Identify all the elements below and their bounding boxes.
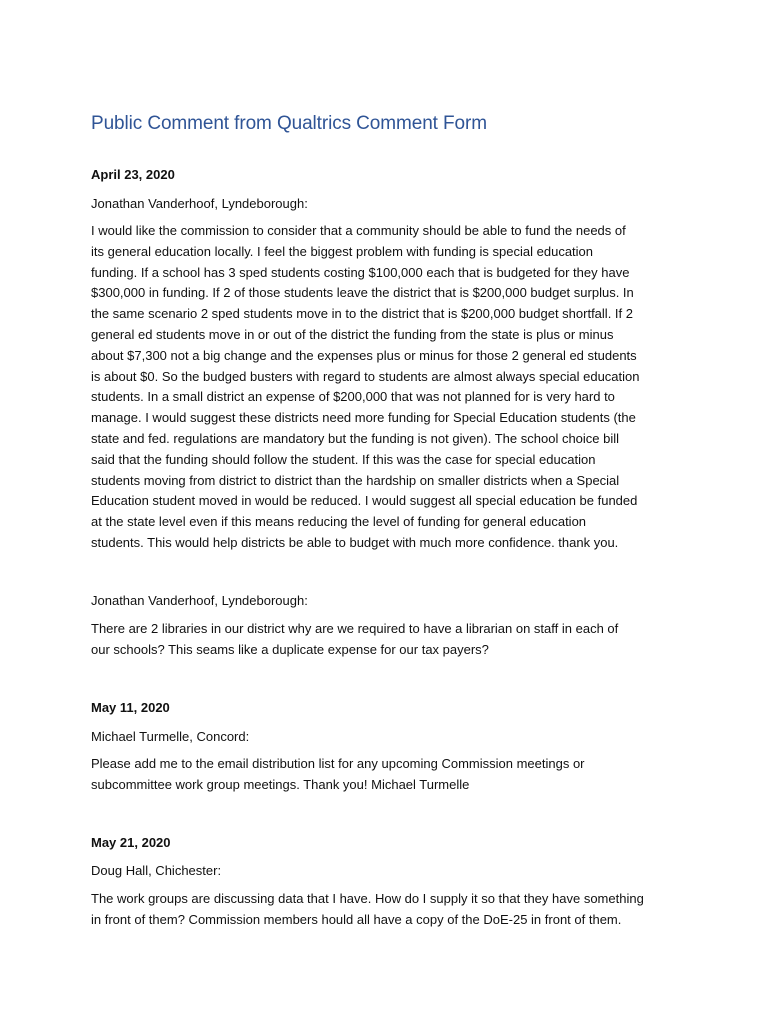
entry-comment bbox=[91, 619, 681, 661]
comment-line: our schools? This seams like a duplicate expense for our tax payers? bbox=[91, 641, 489, 657]
comment-line: There are 2 libraries in our district why are we required to have a librarian on staff in each of bbox=[91, 621, 619, 636]
entry-author: Jonathan Vanderhoof, Lyndeborough: bbox=[91, 196, 308, 211]
comment-line: is about $0. So the budged busters with regard to students are almost always special education bbox=[91, 368, 640, 384]
comment-line: about $7,300 not a big change and the expenses plus or minus for those 2 general ed students bbox=[91, 347, 637, 363]
comment-line: $300,000 in funding. If 2 of those students leave the district that is $200,000 budget surplus. In bbox=[91, 285, 634, 301]
entry-date: April 23, 2020 bbox=[91, 167, 175, 182]
comment-line: I would like the commission to consider that a community should be able to fund the needs of bbox=[91, 223, 626, 238]
comment-line: Education student moved in would be reduced. I would suggest all special education be funded bbox=[91, 493, 638, 509]
comment-line: students. In a small district an expense of $200,000 that was not planned for is very hard to bbox=[91, 389, 615, 405]
comment-line: state and fed. regulations are mandatory but the funding is not given). The school choice bill bbox=[91, 430, 620, 446]
comment-line: students moving from district to district than the hardship on smaller districts when a Special bbox=[91, 472, 620, 488]
comment-line: funding. If a school has 3 sped students costing $100,000 each that is budgeted for they have bbox=[91, 264, 630, 280]
entry-author: Michael Turmelle, Concord: bbox=[91, 729, 250, 744]
comment-line: general ed students move in or out of the district the funding from the state is plus or minus bbox=[91, 326, 614, 342]
comment-line: in front of them? Commission members hould all have a copy of the DoE-25 in front of them. bbox=[91, 911, 622, 927]
comment-line: its general education locally. I feel the biggest problem with funding is special education bbox=[91, 243, 594, 259]
comment-line: students. This would help districts be able to budget with much more confidence. thank you. bbox=[91, 534, 619, 550]
comment-line: subcommittee work group meetings. Thank you! Michael Turmelle bbox=[91, 776, 470, 792]
entry-comment bbox=[91, 221, 681, 554]
document-title: Public Comment from Qualtrics Comment Form bbox=[91, 113, 487, 134]
comment-line: The work groups are discussing data that I have. How do I supply it so that they have something bbox=[91, 891, 644, 906]
comment-line: said that the funding should follow the student. If this was the case for special education bbox=[91, 451, 596, 467]
document-page bbox=[91, 0, 681, 1024]
entry-author: Doug Hall, Chichester: bbox=[91, 863, 222, 878]
entry-comment bbox=[91, 889, 681, 931]
entry-author: Jonathan Vanderhoof, Lyndeborough: bbox=[91, 593, 308, 608]
comment-line: at the state level even if this means reducing the level of funding for general education bbox=[91, 514, 587, 530]
entry-comment bbox=[91, 754, 681, 796]
entry-date: May 11, 2020 bbox=[91, 700, 170, 715]
entry-date: May 21, 2020 bbox=[91, 835, 171, 850]
comment-line: Please add me to the email distribution list for any upcoming Commission meetings or bbox=[91, 756, 585, 771]
comment-line: the same scenario 2 sped students move in to the district that is $200,000 budget shortfall. If 2 bbox=[91, 306, 633, 322]
comment-line: manage. I would suggest these districts need more funding for Special Education students (the bbox=[91, 410, 636, 426]
